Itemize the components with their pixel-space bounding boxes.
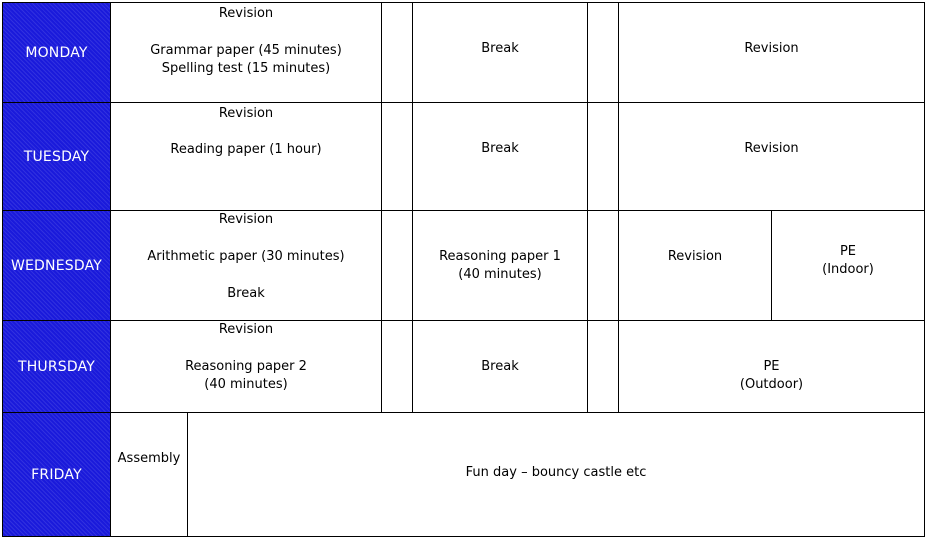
tuesday-middle (413, 103, 587, 210)
tuesday-afternoon (619, 103, 924, 210)
wednesday-middle (413, 211, 587, 320)
grid-line-row3 (2, 320, 925, 321)
session-title: Revision (744, 141, 799, 156)
grid-line-col-c (587, 2, 588, 413)
grid-line-wednesday-split (771, 210, 772, 321)
session-detail: Reading paper (1 hour) (170, 142, 322, 157)
grid-line-col-b (412, 2, 413, 413)
session-detail: Reasoning paper 2 (185, 359, 307, 374)
grid-line-day (110, 2, 111, 537)
session-title: Break (481, 141, 519, 156)
session-detail: Spelling test (15 minutes) (161, 61, 331, 76)
grid-line-row1 (2, 102, 925, 103)
grid-line-bottom (2, 536, 925, 537)
friday-assembly (111, 413, 187, 536)
day-monday (3, 3, 110, 102)
monday-middle (413, 3, 587, 102)
wednesday-morning (111, 211, 381, 320)
session-title: Revision (218, 6, 274, 21)
day-label: THURSDAY (17, 358, 96, 375)
thursday-afternoon (619, 321, 924, 412)
grid-line-col-a (381, 2, 382, 413)
session-title: Revision (218, 106, 274, 121)
monday-afternoon (619, 3, 924, 102)
session-title: Break (481, 359, 519, 374)
session-title: Assembly (117, 451, 181, 466)
monday-morning (111, 3, 381, 102)
session-title: Revision (744, 41, 799, 56)
session-title: Revision (667, 249, 723, 264)
session-title: PE (839, 244, 857, 259)
grid-line-col-d (618, 2, 619, 413)
grid-line-left (2, 2, 3, 537)
session-detail: Break (227, 286, 265, 301)
grid-line-friday-split (187, 412, 188, 537)
session-title: Revision (218, 212, 274, 227)
session-detail: Reasoning paper 1 (439, 249, 561, 264)
day-wednesday (3, 211, 110, 320)
wednesday-afternoon-revision (619, 211, 771, 320)
thursday-middle (413, 321, 587, 412)
grid-line-top (2, 2, 925, 3)
session-detail: (40 minutes) (204, 377, 288, 392)
tuesday-morning (111, 103, 381, 210)
friday-fun-day (188, 413, 924, 536)
grid-line-right (924, 2, 925, 537)
session-detail: (Indoor) (822, 262, 874, 277)
thursday-morning (111, 321, 381, 412)
session-title: PE (763, 359, 780, 374)
session-detail: (40 minutes) (458, 267, 542, 282)
day-thursday (3, 321, 110, 412)
session-title: Revision (218, 322, 274, 337)
day-tuesday (3, 103, 110, 210)
day-label: TUESDAY (23, 148, 90, 165)
session-title: Break (481, 41, 519, 56)
grid-line-row4 (2, 412, 925, 413)
session-detail: Grammar paper (45 minutes) (150, 43, 342, 58)
day-label: MONDAY (25, 44, 88, 61)
session-detail: (Outdoor) (739, 377, 804, 392)
day-friday (3, 413, 110, 536)
day-label: FRIDAY (31, 466, 82, 483)
wednesday-afternoon-pe (772, 211, 924, 320)
day-label: WEDNESDAY (10, 257, 103, 274)
session-detail: Arithmetic paper (30 minutes) (147, 249, 345, 264)
grid-line-row2 (2, 210, 925, 211)
session-title: Fun day – bouncy castle etc (465, 465, 647, 480)
